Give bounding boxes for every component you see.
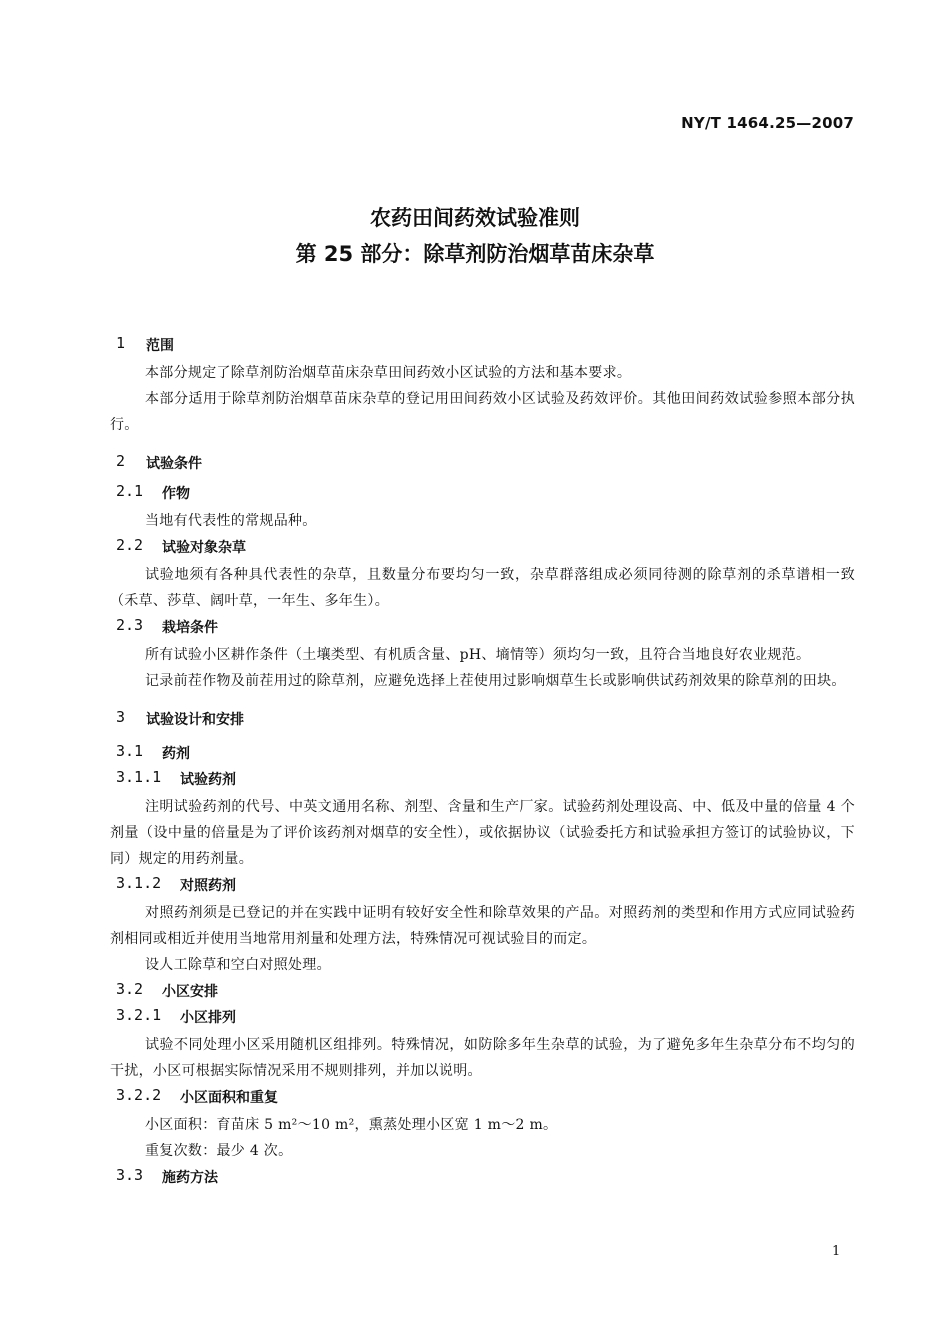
paragraph: 设人工除草和空白对照处理。: [145, 957, 331, 973]
paragraph: 当地有代表性的常规品种。: [145, 513, 317, 529]
section-number: 3.2.1: [116, 1006, 162, 1024]
section-number: 2.3: [116, 616, 144, 634]
section-number: 3.1.1: [116, 768, 162, 786]
section-title: 试验设计和安排: [146, 712, 244, 728]
section-title: 对照药剂: [180, 878, 236, 894]
paragraph: 重复次数：最少 4 次。: [145, 1143, 293, 1159]
section-heading-3-2-2: [110, 1086, 855, 1106]
section-heading-2: [110, 452, 855, 472]
paragraph: 试验地须有各种具代表性的杂草，且数量分布要均匀一致，杂草群落组成必须同待测的除草剂的杀草谱相一致（禾草、莎草、阔叶草，一年生、多年生）。: [110, 567, 855, 609]
section-title: 栽培条件: [162, 620, 218, 636]
section-number: 3.1: [116, 742, 144, 760]
paragraph: 试验不同处理小区采用随机区组排列。特殊情况，如防除多年生杂草的试验，为了避免多年生杂草分布不均匀的干扰，小区可根据实际情况采用不规则排列，并加以说明。: [110, 1037, 855, 1079]
section-heading-3-3: [110, 1166, 855, 1186]
paragraph: 本部分适用于除草剂防治烟草苗床杂草的登记用田间药效小区试验及药效评价。其他田间药效试验参照本部分执行。: [110, 391, 855, 433]
section-number: 3.1.2: [116, 874, 162, 892]
standard-code: NY/T 1464.25—2007: [681, 114, 854, 132]
section-number: 3: [116, 708, 126, 726]
section-number: 2: [116, 452, 126, 470]
section-number: 2.1: [116, 482, 144, 500]
section-number: 3.2: [116, 980, 144, 998]
section-heading-1: [110, 334, 855, 354]
section-title: 试验条件: [146, 456, 202, 472]
section-title: 范围: [146, 338, 174, 354]
section-heading-3-2: [110, 980, 855, 1000]
section-number: 3.3: [116, 1166, 144, 1184]
document-title: 农药田间药效试验准则: [370, 206, 580, 230]
section-heading-2-3: [110, 616, 855, 636]
paragraph: 本部分规定了除草剂防治烟草苗床杂草田间药效小区试验的方法和基本要求。: [145, 365, 632, 381]
section-title: 小区排列: [180, 1010, 236, 1026]
section-number: 1: [116, 334, 126, 352]
document-body: [110, 324, 855, 1192]
section-number: 3.2.2: [116, 1086, 162, 1104]
section-heading-3-1: [110, 742, 855, 762]
paragraph: 所有试验小区耕作条件（土壤类型、有机质含量、pH、墒情等）须均匀一致，且符合当地良好农业规范。: [145, 647, 811, 663]
paragraph: 注明试验药剂的代号、中英文通用名称、剂型、含量和生产厂家。试验药剂处理设高、中、低及中量的倍量 4 个剂量（设中量的倍量是为了评价该药剂对烟草的安全性），或依据协议（试验委托方和试验承担方签订的试验协议，下同）规定的用药剂量。: [110, 799, 855, 867]
section-title: 试验对象杂草: [162, 540, 246, 556]
section-heading-2-1: [110, 482, 855, 502]
section-heading-3-1-2: [110, 874, 855, 894]
section-title: 药剂: [162, 746, 190, 762]
paragraph: 对照药剂须是已登记的并在实践中证明有较好安全性和除草效果的产品。对照药剂的类型和作用方式应同试验药剂相同或相近并使用当地常用剂量和处理方法，特殊情况可视试验目的而定。: [110, 905, 855, 947]
section-title: 施药方法: [162, 1170, 218, 1186]
section-title: 小区面积和重复: [180, 1090, 278, 1106]
page-number: 1: [832, 1244, 841, 1259]
section-number: 2.2: [116, 536, 144, 554]
section-heading-2-2: [110, 536, 855, 556]
paragraph: 记录前茬作物及前茬用过的除草剂，应避免选择上茬使用过影响烟草生长或影响供试药剂效果的除草剂的田块。: [145, 673, 846, 689]
section-heading-3-2-1: [110, 1006, 855, 1026]
section-title: 小区安排: [162, 984, 218, 1000]
section-heading-3-1-1: [110, 768, 855, 788]
section-title: 作物: [162, 486, 190, 502]
document-subtitle: 第 25 部分：除草剂防治烟草苗床杂草: [295, 242, 655, 266]
section-heading-3: [110, 708, 855, 728]
paragraph: 小区面积：育苗床 5 m²～10 m²，熏蒸处理小区宽 1 m～2 m。: [145, 1117, 558, 1133]
section-title: 试验药剂: [180, 772, 236, 788]
